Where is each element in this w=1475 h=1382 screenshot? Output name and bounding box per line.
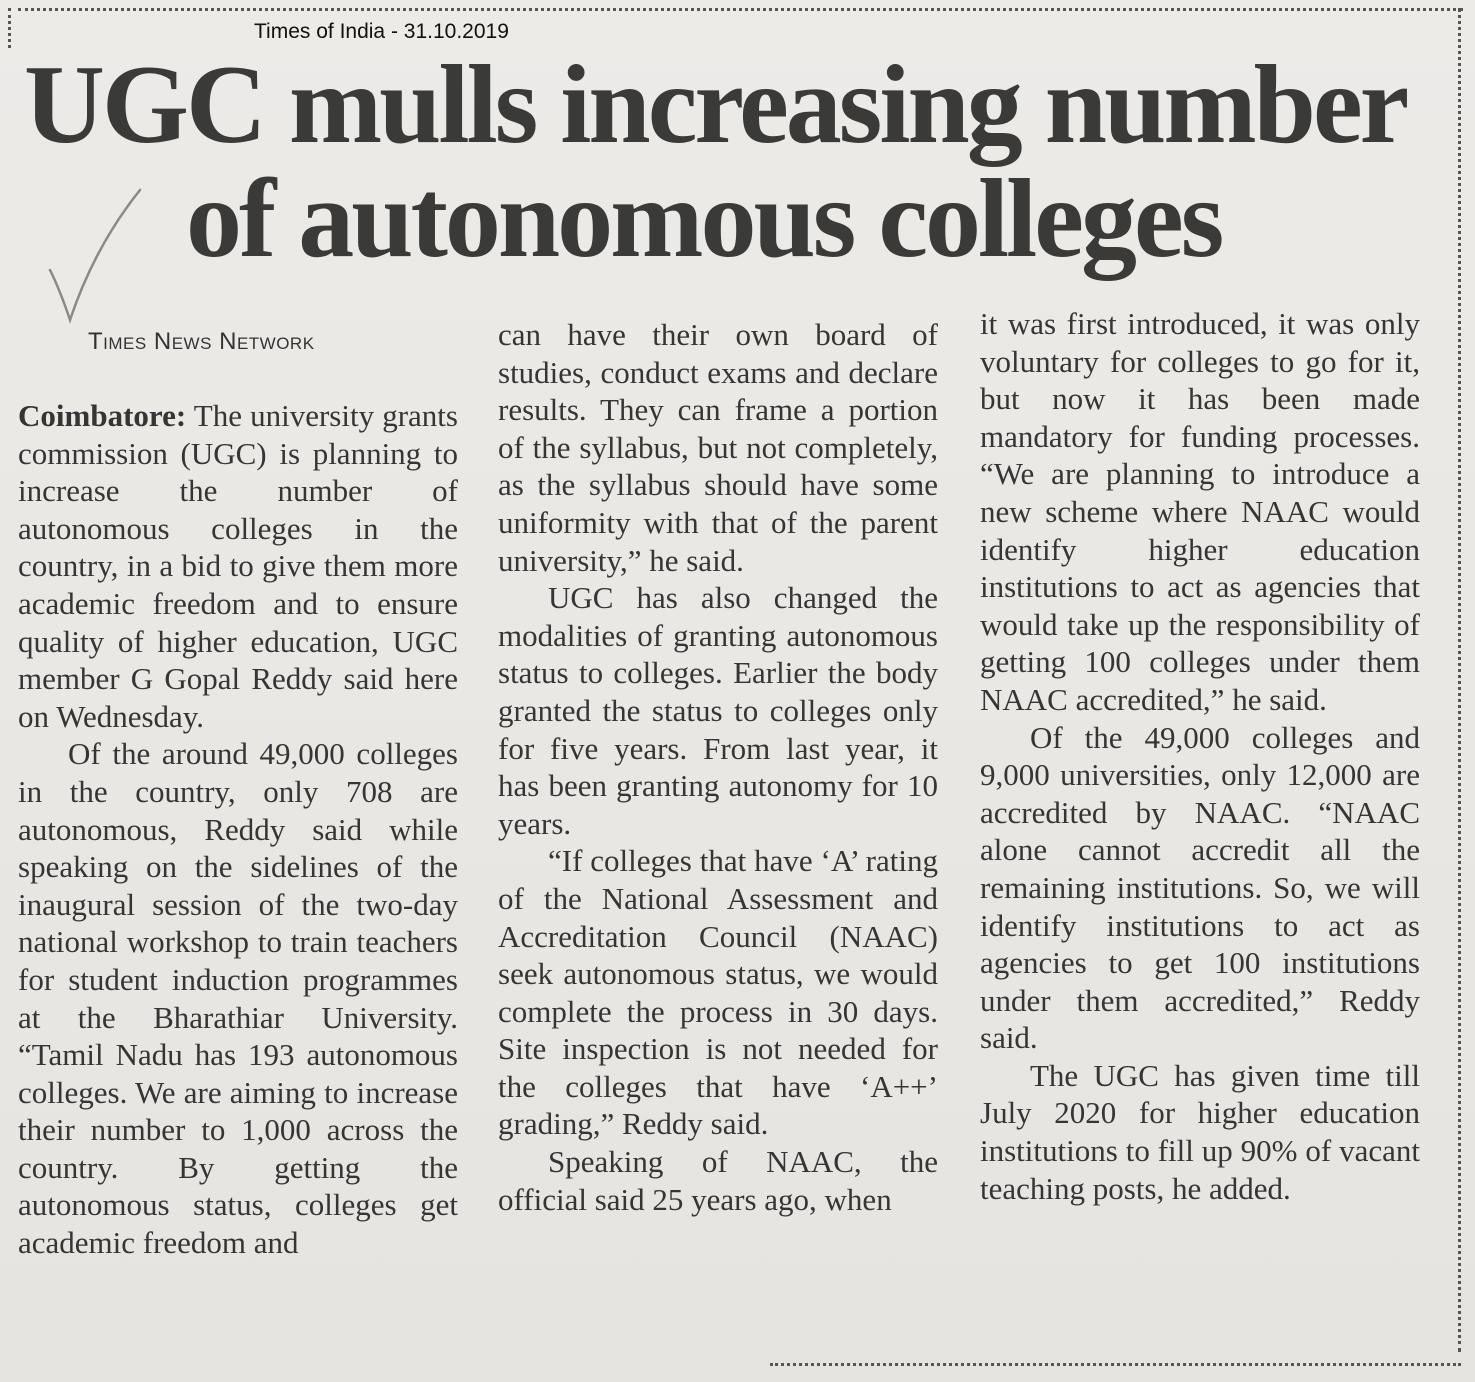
paragraph-text: The university grants commission (UGC) is planning to increase the number of autonomous colleges in the country, in a bid to give them more academic freedom and to ensure quality of higher education, UGC member G Gopal Reddy said here on Wednesday. (18, 398, 458, 734)
paragraph (18, 397, 458, 735)
paragraph: Of the around 49,000 colleges in the country, only 708 are autonomous, Reddy said while speaking on the sidelines of the inaugural session of the two-day national workshop to train teachers for student induction programmes at the Bharathiar University. “Tamil Nadu has 193 autonomous colleges. We are aiming to increase their number to 1,000 across the country. By getting the autonomous status, colleges get academic freedom and (18, 736, 458, 1261)
paragraph: The UGC has given time till July 2020 for higher education institutions to fill up 90% of vacant teaching posts, he added. (980, 1057, 1420, 1206)
headline (24, 43, 1444, 281)
clipping-border-bottom (770, 1363, 1461, 1366)
paragraph: Speaking of NAAC, the official said 25 years ago, when (498, 1144, 938, 1217)
paragraph: can have their own board of studies, conduct exams and declare results. They can frame a portion of the syllabus, but not completely, as the syllabus should have some uniformity with that of the parent university,” he said. (498, 317, 938, 578)
article-column-1 (18, 397, 458, 1262)
paragraph: Of the 49,000 colleges and 9,000 universities, only 12,000 are accredited by NAAC. “NAAC alone cannot accredit all the remaining institutions. So, we will identify institutions to act as agencies to get 100 institutions under them accredited,” Reddy said. (980, 719, 1420, 1056)
paragraph: “If colleges that have ‘A’ rating of the National Assessment and Accreditation Council (NAAC) seek autonomous status, we would complete the process in 30 days. Site inspection is not needed for the colleges that have ‘A++’ grading,” Reddy said. (498, 843, 938, 1142)
pen-checkmark-icon (40, 180, 150, 330)
source-label: Times of India - 31.10.2019 (254, 20, 509, 43)
article-column-3 (980, 305, 1420, 1207)
article-column-2 (498, 316, 938, 1218)
clipping-border-top (18, 8, 1463, 11)
clipping-border-left (8, 8, 11, 48)
paragraph: UGC has also changed the modalities of granting autonomous status to colleges. Earlier the body granted the status to colleges only for five years. From last year, it has been granting autonomy for 10 years. (498, 580, 938, 841)
paragraph: it was first introduced, it was only voluntary for colleges to go for it, but now it has been made mandatory for funding processes. “We are planning to introduce a new scheme where NAAC would identify higher education institutions to act as agencies that would take up the responsibility of getting 100 colleges under them NAAC accredited,” he said. (980, 306, 1420, 717)
headline-line-2: of autonomous colleges (186, 157, 1222, 281)
dateline: Coimbatore: (18, 398, 187, 433)
byline: Times News Network (88, 328, 315, 355)
clipping-border-right (1458, 8, 1461, 1352)
headline-line-1: UGC mulls increasing number (24, 43, 1407, 167)
